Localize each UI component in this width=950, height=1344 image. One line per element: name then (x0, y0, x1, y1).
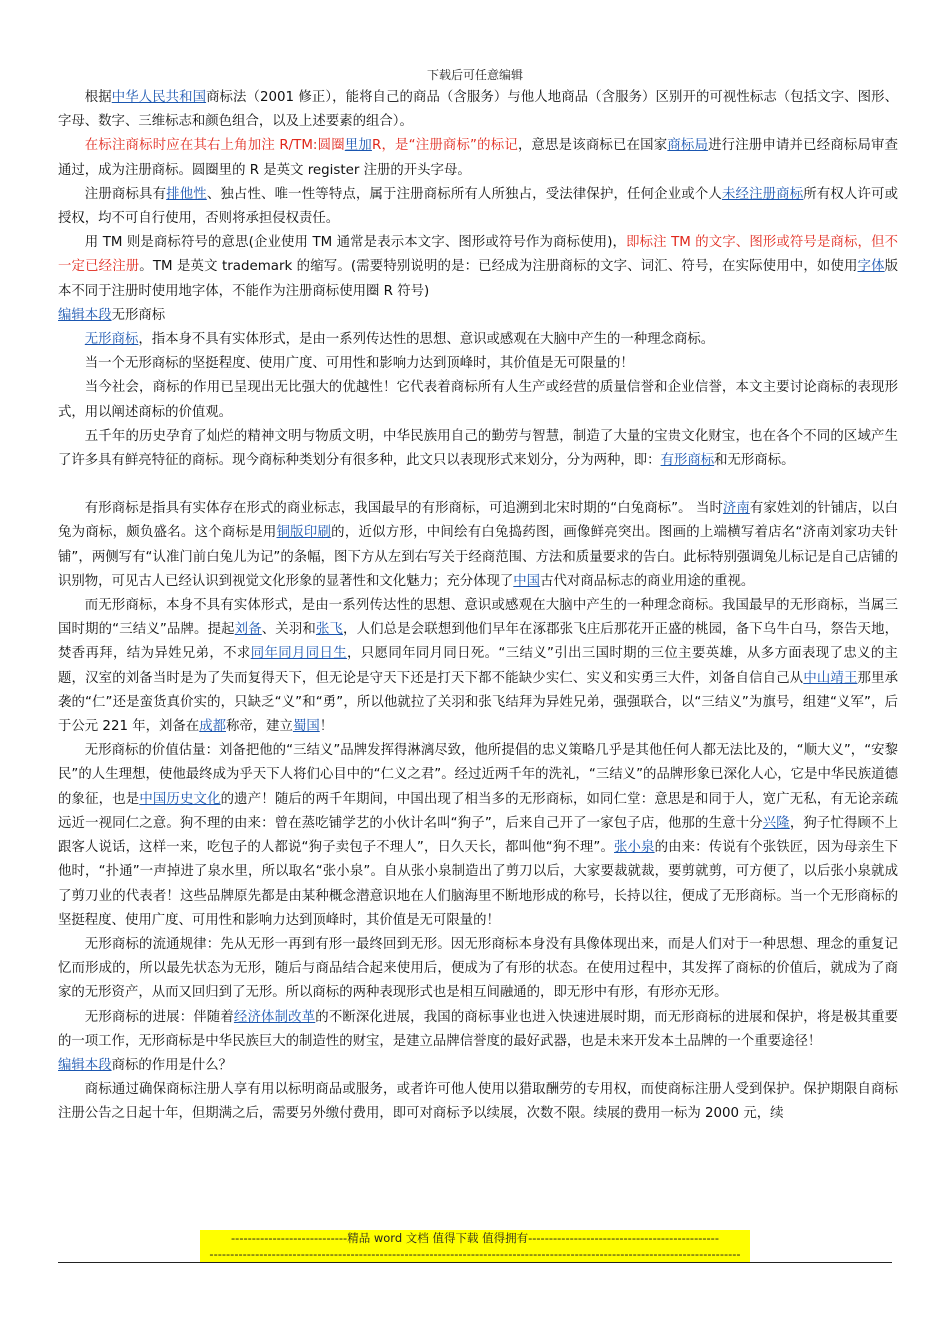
section-heading-intangible: 编辑本段无形商标 (58, 307, 166, 323)
link-zhang-xiaoquan[interactable]: 张小泉 (614, 840, 655, 856)
link-trademark-office[interactable]: 商标局 (667, 138, 709, 154)
section-heading-function: 编辑本段商标的作用是什么？ (58, 1057, 233, 1073)
document-body (58, 86, 898, 1127)
link-chengdu[interactable]: 成都 (199, 719, 226, 735)
paragraph-spacer (58, 473, 898, 497)
footer-banner-line-2: -------------------------------------------------------------------------------------------------------------------------------- (209, 1247, 741, 1261)
link-tangible-mark[interactable]: 有形商标 (660, 453, 715, 469)
paragraph-registered-mark: 在标注商标时应在其右上角加注 R/TM:圆圈里加R，是“注册商标”的标记，意思是该商标已在国家商标局进行注册申请并已经商标局审查通过，成为注册商标。圆圈里的 R 是英文 register 注册的开头字母。 (58, 138, 899, 178)
footer-banner-line-1: ----------------------------精品 word 文档 值得下载 值得拥有---------------------------------------------- (231, 1231, 719, 1245)
paragraph-tangible-mark: 有形商标是指具有实体存在形式的商业标志，我国最早的有形商标，可追溯到北宋时期的“白兔商标”。 当时济南有家姓刘的针铺店，以白兔为商标，颇负盛名。这个商标是用铜版印刷的，近似方形，中间绘有白兔捣药图，画像鲜亮突出。图画的上端横写着店名“济南刘家功夫针铺”，两侧写有“认准门前白兔儿为记”的条幅，图下方从左到右写关于经商范围、方法和质量要求的告白。此标特别强调兔儿标记是自己店铺的识别物，可见古人已经认识到视觉文化形象的显著性和文化魅力；充分体现了中国古代对商品标志的商业用途的重视。 (58, 501, 899, 589)
link-china[interactable]: 中国 (513, 573, 541, 589)
paragraph-trademark-definition: 根据中华人民共和国商标法（2001 修正），能将自己的商品（含服务）与他人地商品（含服务）区别开的可视性标志（包括文字、图形、字母、数字、三维标志和颜色组合，以及上述要素的组合）。 (58, 90, 898, 130)
paragraph-tm-symbol: 用 TM 则是商标符号的意思(企业使用 TM 通常是表示本文字、图形或符号作为商标使用)，即标注 TM 的文字、图形或符号是商标，但不一定已经注册。TM 是英文 trademark 的缩写。(需要特别说明的是：已经成为注册商标的文字、词汇、符号，在实际使用中，如使用字体版本不同于注册时使用地字体，不能作为注册商标使用圈 R 符号) (58, 235, 899, 299)
link-unregistered-mark[interactable]: 未经注册商标 (721, 186, 804, 202)
paragraph-three-sworn: 而无形商标，本身不具有实体形式，是由一系列传达性的思想、意识或感观在大脑中产生的一种理念商标。我国最早的无形商标，当属三国时期的“三结义”品牌。提起刘备、关羽和张飞，人们总是会联想到他们早年在涿郡张飞庄后那花开正盛的桃园，备下乌牛白马，祭告天地，焚香再拜，结为异姓兄弟，不求同年同月同日生，只愿同年同月同日死。“三结义”引出三国时期的三位主要英雄，从多方面表现了忠义的主题，汉室的刘备当时是为了失而复得天下，但无论是守天下还是打天下都不能缺少实仁、实义和实勇三大件，刘备自信自己从中山靖王那里承袭的“仁”还是蛮货真价实的，只缺乏“义”和“勇”，所以他就拉了关羽和张飞结拜为异姓兄弟，强强联合，以“三结义”为旗号，组建“义军”，后于公元 221 年，刘备在成都称帝，建立蜀国！ (58, 598, 899, 735)
link-economic-reform[interactable]: 经济体制改革 (233, 1009, 316, 1025)
link-same-day[interactable]: 同年同月同日生 (250, 646, 348, 662)
edit-section-link-2[interactable]: 编辑本段 (58, 1057, 112, 1073)
link-shu-kingdom[interactable]: 蜀国 (292, 719, 320, 735)
link-zhang-fei[interactable]: 张飞 (315, 622, 344, 638)
paragraph-value-estimate: 无形商标的价值估量：刘备把他的“三结义”品牌发挥得淋漓尽致，他所提倡的忠义策略几乎是其他任何人都无法比及的，“顺大义”，“安黎民”的人生理想，使他最终成为乎天下人将们心目中的“仁义之君”。经过近两千年的洗礼，“三结义”的品牌形象已深化人心，它是中华民族道德的象征，也是中国历史文化的遗产！随后的两千年期间，中国出现了相当多的无形商标，如同仁堂：意思是和同于人，宽广无私，有无论亲疏远近一视同仁之意。狗不理的由来：曾在蒸吃铺学艺的小伙计名叫“狗子”，后来自己开了一家包子店，他那的生意十分兴隆，狗子忙得顾不上跟客人说话，这样一来，吃包子的人都说“狗子卖包子不理人”，日久天长，都叫他“狗不理”。张小泉的由来：传说有个张铁匠，因为母亲生下他时，“扑通”一声掉进了泉水里，所以取名“张小泉”。自从张小泉制造出了剪刀以后，大家要裁就裁，要剪就剪，可方便了，以后张小泉就成了剪刀业的代表者！这些品牌原先都是由某种概念潜意识地在人们脑海里不断地形成的称号，长持以往，便成了无形商标。当一个无形商标的坚挺程度、使用广度、可用性和影响力达到顶峰时，其价值是无可限量的！ (58, 743, 899, 928)
link-zhongshan-prince[interactable]: 中山靖王 (803, 670, 858, 686)
link-font[interactable]: 字体 (857, 259, 885, 275)
paragraph-circulation: 无形商标的流通规律：先从无形一再到有形一最终回到无形。因无形商标本身没有具像体现出来，而是人们对于一种思想、理念的重复记忆而形成的，所以最先状态为无形，随后与商品结合起来使用后，便成为了有形的状态。在使用过程中，其发挥了商标的价值后，就成为了商家的无形资产，从而又回归到了无形。所以商标的两种表现形式也是相互间融通的，即无形中有形，有形亦无形。 (58, 936, 898, 1001)
footer-banner (200, 1230, 750, 1262)
paragraph-intangible-definition: 无形商标，指本身不具有实体形式，是由一系列传达性的思想、意识或感观在大脑中产生的一种理念商标。 (84, 332, 715, 348)
link-prc[interactable]: 中华人民共和国 (111, 90, 207, 105)
paragraph-development: 无形商标的进展：伴随着经济体制改革的不断深化进展，我国的商标事业也进入快速进展时期，而无形商标的进展和保护，将是极其重要的一项工作，无形商标是中华民族巨大的制造性的财宝，是建立品牌信誉度的最好武器，也是未来开发本土品牌的一个重要途径！ (58, 1009, 899, 1049)
link-chinese-history-culture[interactable]: 中国历史文化 (139, 791, 221, 807)
link-prosperous[interactable]: 兴隆 (762, 815, 790, 831)
paragraph-history: 五千年的历史孕育了灿烂的精神文明与物质文明，中华民族用自己的勤劳与智慧，制造了大量的宝贵文化财宝，也在各个不同的区域产生了许多具有鲜亮特征的商标。现今商标种类划分有很多种，此文只以表现形式来划分，分为两种，即：有形商标和无形商标。 (58, 428, 898, 469)
link-copper-printing[interactable]: 铜版印刷 (276, 525, 332, 541)
link-liu-bei[interactable]: 刘备 (234, 622, 262, 638)
link-exclusivity[interactable]: 排他性 (166, 186, 207, 202)
paragraph-protection: 商标通过确保商标注册人享有用以标明商品或服务，或者许可他人使用以猎取酬劳的专用权，而使商标注册人受到保护。保护期限自商标注册公告之日起十年，但期满之后，需要另外缴付费用，即可对商标予以续展，次数不限。续展的费用一标为 2000 元，续 (58, 1082, 898, 1122)
paragraph-modern-society: 当今社会，商标的作用已呈现出无比强大的优越性！它代表着商标所有人生产或经营的质量信誉和企业信誉，本文主要讨论商标的表现形式，用以阐述商标的价值观。 (58, 380, 898, 420)
page-header-note: 下载后可任意编辑 (426, 68, 523, 82)
link-liji[interactable]: 里加 (344, 138, 372, 154)
footer-divider (58, 1262, 892, 1263)
paragraph-intangible-value: 当一个无形商标的坚挺程度、使用广度、可用性和影响力达到顶峰时，其价值是无可限量的！ (84, 356, 634, 372)
link-jinan[interactable]: 济南 (722, 501, 750, 517)
edit-section-link[interactable]: 编辑本段 (58, 307, 112, 323)
link-intangible-mark[interactable]: 无形商标 (84, 332, 139, 348)
paragraph-exclusivity: 注册商标具有排他性、独占性、唯一性等特点，属于注册商标所有人所独占，受法律保护，任何企业或个人未经注册商标所有权人许可或授权，均不可自行使用，否则将承担侵权责任。 (58, 186, 899, 227)
